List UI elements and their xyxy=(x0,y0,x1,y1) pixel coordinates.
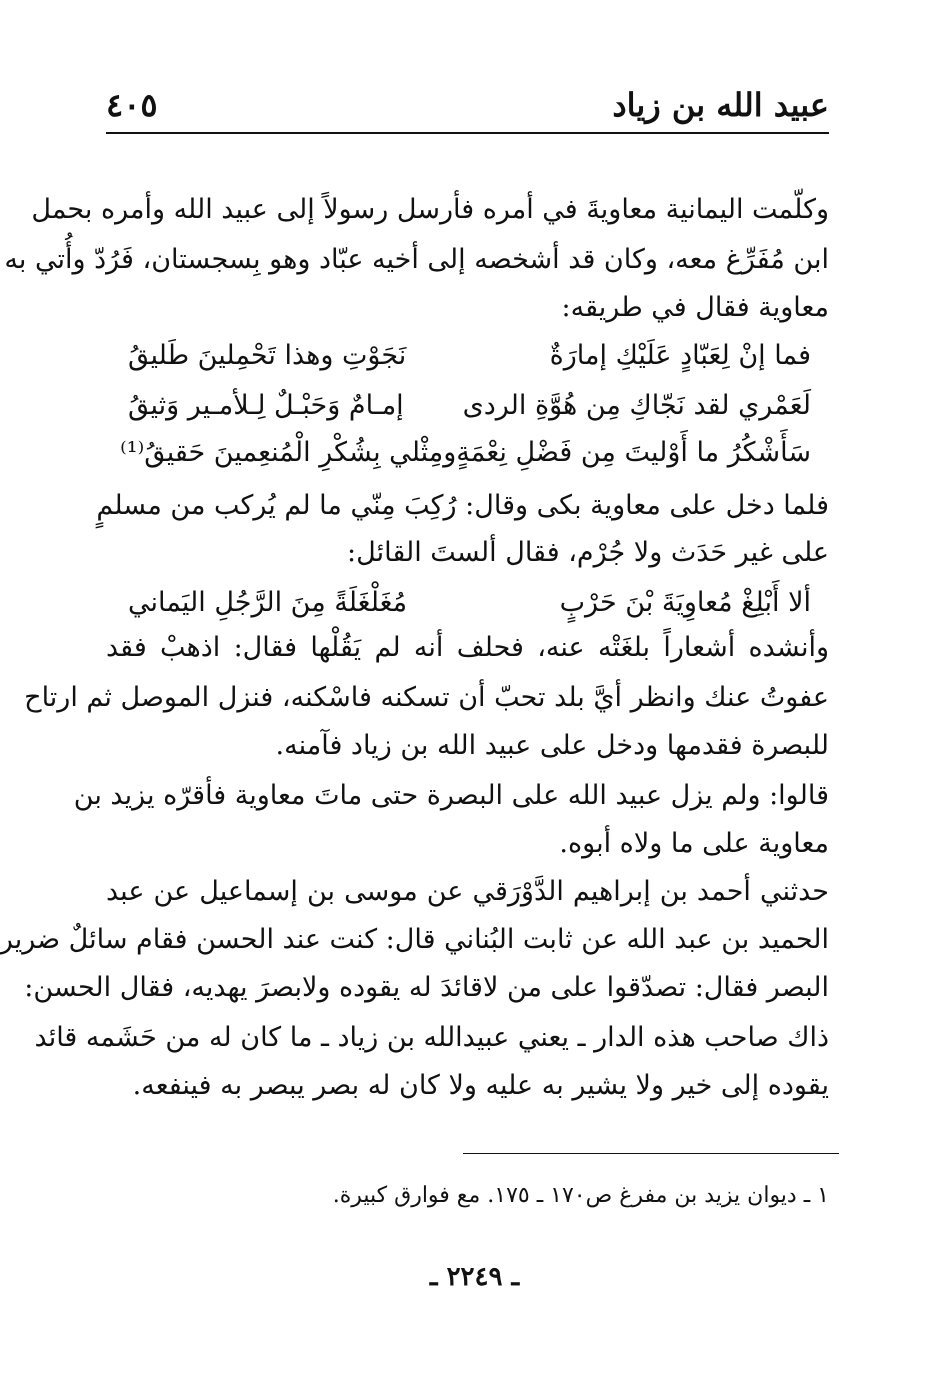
text-line: الحميد بن عبد الله عن ثابت البُناني قال: كنت عند الحسن فقام سائلٌ ضرير xyxy=(0,924,829,955)
folio-number: ـ ٢٢٤٩ ـ xyxy=(429,1262,520,1292)
verse-line xyxy=(128,335,811,377)
text-line: عفوتُ عنك وانظر أيَّ بلد تحبّ أن تسكنه فاسْكنه، فنزل الموصل ثم ارتاح xyxy=(24,682,829,713)
verse-second-hemistich: نَجَوْتِ وهذا تَحْمِلينَ طَليقُ xyxy=(128,340,407,371)
text-line: البصر فقال: تصدّقوا على من لاقائدَ له يقوده ولابصرَ يهديه، فقال الحسن: xyxy=(24,972,829,1003)
footnote: ١ ـ ديوان يزيد بن مفرغ ص١٧٠ ـ ١٧٥. مع فوارق كبيرة. xyxy=(332,1183,829,1208)
page-number: ٤٠٥ xyxy=(106,86,158,124)
running-header-title: عبيد الله بن زياد xyxy=(612,86,829,124)
text-line: وأنشده أشعاراً بلغَتْه عنه، فحلف أنه لم يَقُلْها فقال: اذهبْ فقد xyxy=(106,632,829,663)
text-line: وكلّمت اليمانية معاويةَ في أمره فأرسل رسولاً إلى عبيد الله وأمره بحمل xyxy=(31,194,829,225)
verse-second-hemistich: إمـامٌ وَحَبْـلٌ لِـلأمـير وَثيقُ xyxy=(128,390,404,421)
text-line: ابن مُفَرِّغ معه، وكان قد أشخصه إلى أخيه عبّاد وهو بِسجستان، فَرُدّ وأُتي به xyxy=(4,244,829,275)
text-line: على غير حَدَث ولا جُرْم، فقال ألستَ القائل: xyxy=(347,537,829,568)
verse-second-hemistich: مُغَلْغَلَةً مِنَ الرَّجُلِ اليَماني xyxy=(128,587,408,618)
verse-first-hemistich: لَعَمْري لقد نَجّاكِ مِن هُوَّةِ الردى xyxy=(462,390,811,421)
text-line: يقوده إلى خير ولا يشير به عليه ولا كان له بصر يبصر به فينفعه. xyxy=(132,1070,829,1101)
verse-second-hemistich: ومِثْلي بِشُكْرِ الْمُنعِمينَ حَقيقُ⁽¹⁾ xyxy=(120,437,457,468)
text-line: فلما دخل على معاوية بكى وقال: رُكِبَ مِنّي ما لم يُركب من مسلمٍ xyxy=(96,490,829,521)
verse-first-hemistich: فما إنْ لِعَبّادٍ عَلَيْكِ إمارَةٌ xyxy=(549,340,811,371)
verse-line xyxy=(128,582,811,624)
text-line: معاوية على ما ولاه أبوه. xyxy=(559,828,829,859)
header-rule xyxy=(106,132,829,134)
text-line: قالوا: ولم يزل عبيد الله على البصرة حتى ماتَ معاوية فأقرّه يزيد بن xyxy=(73,780,829,811)
verse-first-hemistich: سَأَشْكُرُ ما أَوْليتَ مِن فَضْلِ نِعْمَةٍ xyxy=(456,437,811,468)
text-line: معاوية فقال في طريقه: xyxy=(561,292,829,323)
text-line: حدثني أحمد بن إبراهيم الدَّوْرَقي عن موسى بن إسماعيل عن عبد xyxy=(106,876,829,907)
verse-first-hemistich: ألا أَبْلِغْ مُعاوِيَةَ بْنَ حَرْبٍ xyxy=(559,587,811,618)
footnote-rule xyxy=(463,1153,839,1154)
verse-line xyxy=(128,385,811,427)
text-line: للبصرة فقدمها ودخل على عبيد الله بن زياد فآمنه. xyxy=(275,730,829,761)
text-line: ذاك صاحب هذه الدار ـ يعني عبيدالله بن زياد ـ ما كان له من حَشَمه قائد xyxy=(34,1022,829,1053)
verse-line xyxy=(120,432,811,474)
